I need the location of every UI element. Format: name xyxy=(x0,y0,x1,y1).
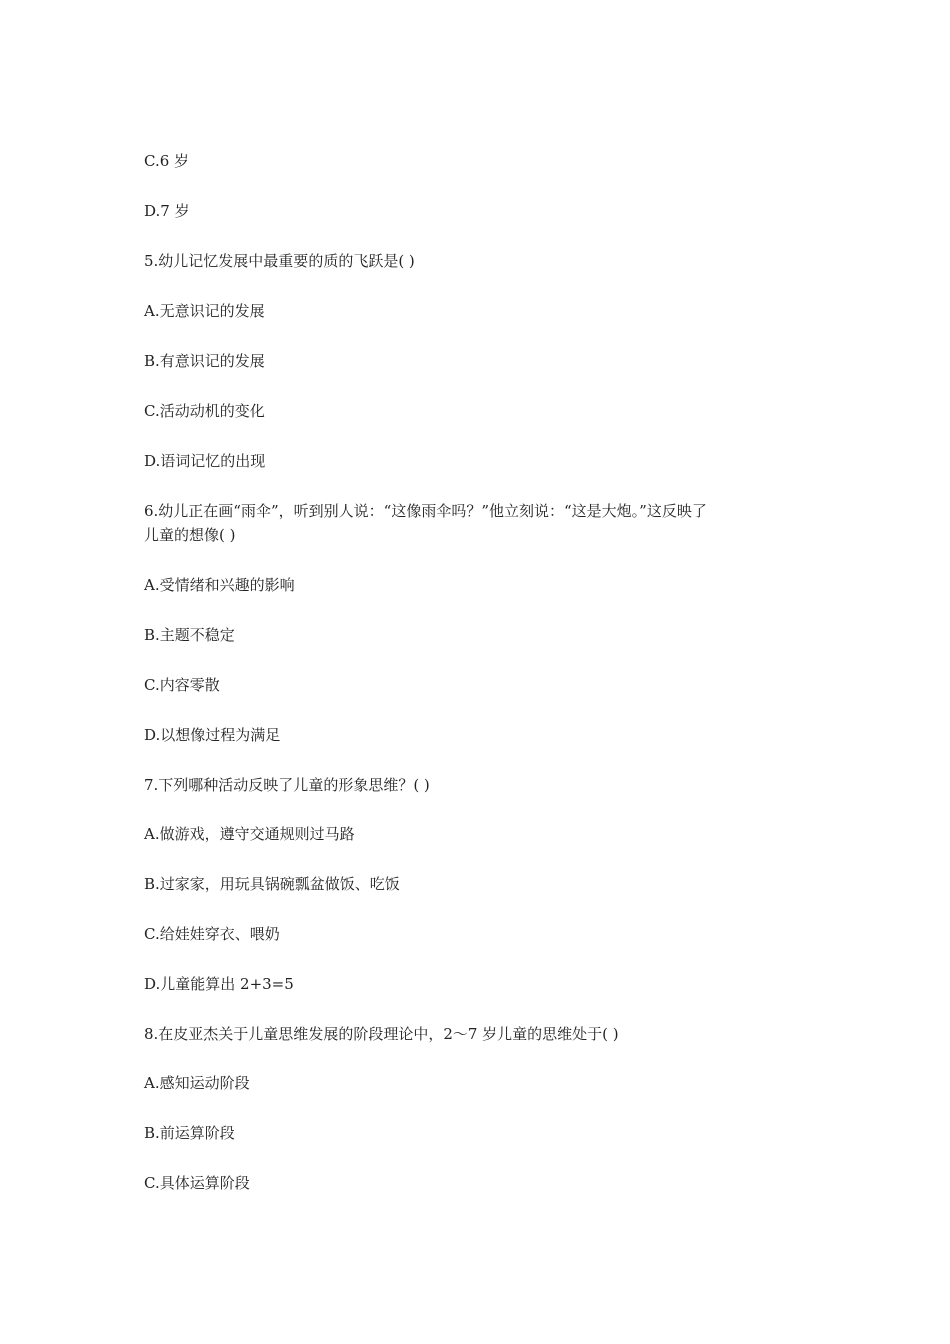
question-6-line-2: 儿童的想像( ) xyxy=(144,526,236,544)
option-5d: D.语词记忆的出现 xyxy=(144,452,266,470)
question-7: 7.下列哪种活动反映了儿童的形象思维？( ) xyxy=(144,776,430,794)
option-5a: A.无意识记的发展 xyxy=(144,302,265,320)
option-6d: D.以想像过程为满足 xyxy=(144,726,281,744)
option-6a: A.受情绪和兴趣的影响 xyxy=(144,576,295,594)
option-7c: C.给娃娃穿衣、喂奶 xyxy=(144,925,280,943)
question-5: 5.幼儿记忆发展中最重要的质的飞跃是( ) xyxy=(144,252,415,270)
option-6c: C.内容零散 xyxy=(144,676,220,694)
option-5c: C.活动动机的变化 xyxy=(144,402,265,420)
question-6-line-1: 6.幼儿正在画“雨伞”，听到别人说：“这像雨伞吗？”他立刻说：“这是大炮。”这反映了 xyxy=(144,502,707,520)
option-7d: D.儿童能算出 2+3=5 xyxy=(144,975,294,993)
option-5b: B.有意识记的发展 xyxy=(144,352,265,370)
option-6b: B.主题不稳定 xyxy=(144,626,235,644)
option-4c: C.6 岁 xyxy=(144,152,190,170)
question-8: 8.在皮亚杰关于儿童思维发展的阶段理论中，2～7 岁儿童的思维处于( ) xyxy=(144,1025,619,1043)
option-8c: C.具体运算阶段 xyxy=(144,1174,250,1192)
option-4d: D.7 岁 xyxy=(144,202,190,220)
option-8a: A.感知运动阶段 xyxy=(144,1074,250,1092)
option-8b: B.前运算阶段 xyxy=(144,1124,235,1142)
option-7b: B.过家家，用玩具锅碗瓢盆做饭、吃饭 xyxy=(144,875,400,893)
option-7a: A.做游戏，遵守交通规则过马路 xyxy=(144,825,355,843)
